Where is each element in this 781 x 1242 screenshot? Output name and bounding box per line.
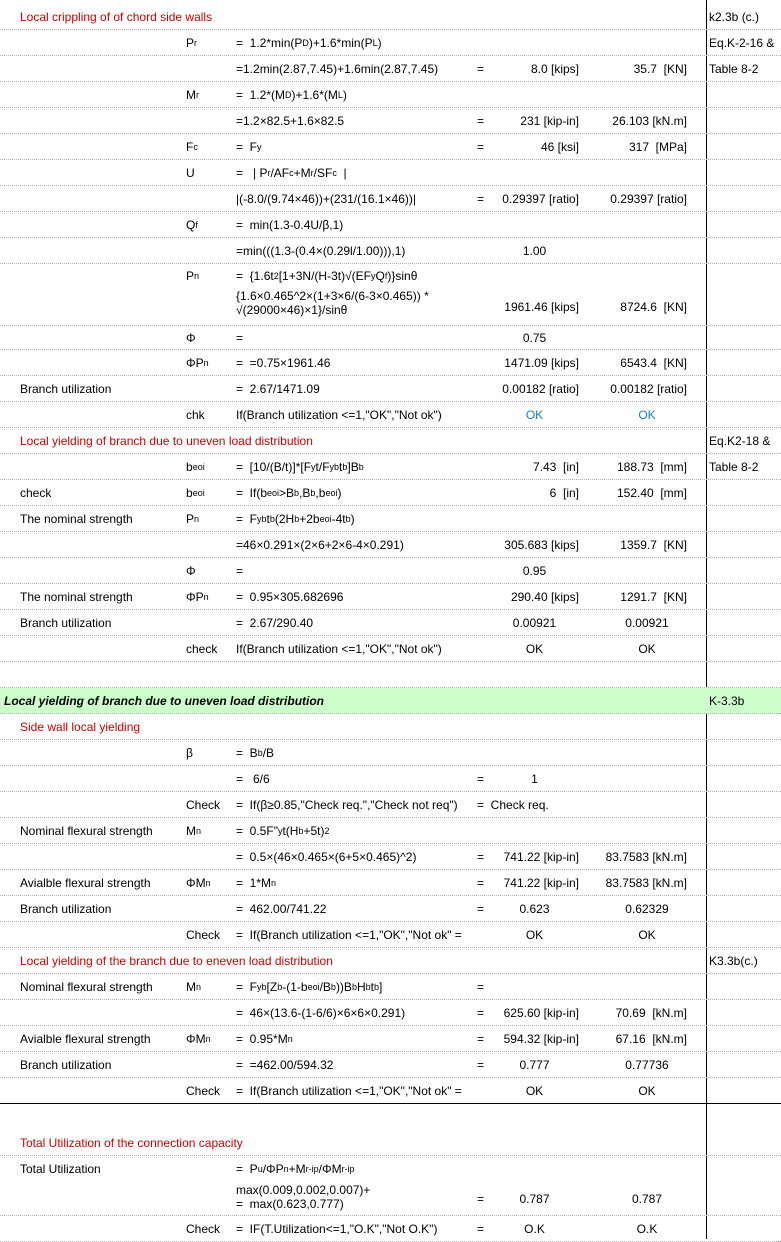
calc-row (0, 1052, 781, 1078)
expression: =min(((1.3-(0.4×(0.29l/1.00))),1) (236, 243, 406, 258)
row-label: Branch utilization (20, 901, 112, 916)
value-imperial: OK (525, 641, 544, 656)
value-imperial: O.K (524, 1221, 545, 1236)
calc-row (0, 264, 781, 288)
expression: = 0.5×(46×0.465×(6+5×0.465)^2) (236, 849, 417, 864)
code-reference: Table 8-2 (709, 61, 759, 76)
value-imperial: 290.40 [kips] (510, 589, 579, 604)
calc-row (0, 402, 781, 428)
calc-row (0, 506, 781, 532)
value-metric: 0.787 (631, 1191, 663, 1206)
value-imperial: 0.623 (519, 901, 550, 916)
value-metric: 83.7583 [kN.m] (605, 849, 687, 864)
value-metric: 6543.4 [KN] (620, 355, 687, 370)
equals-sign: = (477, 139, 485, 154)
equals-sign: = (477, 979, 485, 994)
value-metric: 1291.7 [KN] (620, 589, 687, 604)
equals-sign: = (477, 901, 485, 916)
calc-row (0, 740, 781, 766)
equals-sign: = (477, 1005, 485, 1020)
symbol: Check (186, 1083, 221, 1098)
value-imperial: 0.75 (522, 330, 547, 345)
value-imperial: 7.43 [in] (532, 459, 579, 474)
symbol: Q f (186, 217, 198, 232)
calc-row (0, 454, 781, 480)
calc-row (0, 1000, 781, 1026)
symbol: check (186, 641, 218, 656)
expression: = F yb t b (2H b +2b eoi -4t b ) (236, 511, 355, 526)
value-metric: 83.7583 [kN.m] (605, 875, 687, 890)
code-reference: Table 8-2 (709, 459, 759, 474)
symbol: Check (186, 797, 221, 812)
calc-row (0, 4, 781, 30)
expression: = =0.75×1961.46 (236, 355, 331, 370)
expression: = F yb [Z b -(1-b eoi /B b ))B b H b t b ] (236, 979, 383, 994)
value-metric: OK (638, 641, 656, 656)
equals-sign: = (477, 113, 485, 128)
symbol: β (186, 745, 193, 760)
expression: = If(β≥0.85,"Check req.","Check not req") (236, 797, 458, 812)
expression: = 2.67/1471.09 (236, 381, 320, 396)
symbol: Φ (186, 563, 196, 578)
expression: = 6/6 (236, 771, 270, 786)
calc-row (0, 792, 781, 818)
section-heading: Local yielding of branch due to uneven load distribution (4, 693, 325, 708)
symbol: P n (186, 511, 200, 526)
symbol: F c (186, 139, 198, 154)
expression: = P u /ΦP n +M r-ip /ΦM r-ip (236, 1162, 355, 1176)
symbol: P n (186, 269, 200, 283)
value-metric: 26.103 [kN.m] (612, 113, 687, 128)
calc-row (0, 1078, 781, 1104)
section-heading: Local yielding of the branch due to eneven load distribution (20, 953, 333, 968)
expression: = B b /B (236, 745, 275, 760)
section-heading: Side wall local yielding (20, 719, 141, 734)
expression: = 1*M n (236, 875, 277, 890)
calc-row (0, 82, 781, 108)
expression: max(0.009,0.002,0.007)+ = max(0.623,0.777) (236, 1183, 371, 1211)
equals-sign: = (477, 849, 485, 864)
row-label: The nominal strength (20, 511, 133, 526)
row-label: The nominal strength (20, 589, 133, 604)
equals-sign: = (477, 1031, 485, 1046)
calc-row (0, 818, 781, 844)
value-imperial: 0.95 (522, 563, 547, 578)
equals-sign: = (477, 1057, 485, 1072)
symbol: P r (186, 35, 198, 50)
expression: = (236, 330, 244, 345)
value-metric: 35.7 [KN] (633, 61, 687, 76)
calc-row (0, 288, 781, 326)
expression: = min(1.3-0.4U/β,1) (236, 217, 344, 232)
calc-row (0, 376, 781, 402)
expression: = 1.2*(M D )+1.6*(M L ) (236, 87, 347, 102)
row-label: Branch utilization (20, 615, 112, 630)
calc-row (0, 326, 781, 350)
value-imperial: OK (525, 927, 544, 942)
expression: If(Branch utilization <=1,"OK","Not ok") (236, 641, 442, 656)
value-imperial: 231 [kip-in] (520, 113, 579, 128)
value-metric: 0.00921 (625, 615, 669, 630)
value-imperial: = Check req. (477, 797, 549, 812)
row-label: Total Utilization (20, 1162, 101, 1176)
symbol: M n (186, 979, 202, 994)
value-imperial: 0.29397 [ratio] (502, 191, 579, 206)
calc-row (0, 1130, 781, 1156)
section-heading: Total Utilization of the connection capacity (20, 1135, 243, 1150)
expression: |(-8.0/(9.74×46))+(231/(16.1×46))| (236, 191, 416, 206)
calc-row (0, 108, 781, 134)
value-imperial: OK (525, 407, 544, 422)
value-imperial: 0.00921 (512, 615, 557, 630)
code-reference: K3.3b(c.) (709, 953, 758, 968)
expression: = (236, 563, 244, 578)
value-imperial: OK (525, 1083, 544, 1098)
calc-row (0, 688, 781, 714)
expression: = [10/(B/t)]*[F y t/F yb t b ]B b (236, 459, 364, 474)
value-imperial: 305.683 [kips] (504, 537, 579, 552)
calc-row (0, 584, 781, 610)
calc-row (0, 844, 781, 870)
value-metric: 70.69 [kN.m] (615, 1005, 687, 1020)
row-label: Avialble flexural strength (20, 875, 151, 890)
calc-row (0, 532, 781, 558)
expression: = 0.5F" y t(H b +5t) 2 (236, 823, 330, 838)
calc-row (0, 160, 781, 186)
equals-sign: = (477, 61, 485, 76)
calc-row (0, 186, 781, 212)
calc-row (0, 714, 781, 740)
value-metric: 0.77736 (625, 1057, 669, 1072)
value-metric: 317 [MPa] (628, 139, 687, 154)
calc-row (0, 1216, 781, 1242)
calc-row (0, 212, 781, 238)
value-imperial: 0.00182 [ratio] (502, 381, 579, 396)
value-metric: OK (638, 1083, 656, 1098)
expression: = IF(T.Utilization<=1,"O.K","Not O.K") (236, 1221, 438, 1236)
symbol: Check (186, 1221, 221, 1236)
expression: = If(Branch utilization <=1,"OK","Not ok" = (236, 1083, 462, 1098)
equals-sign: = (477, 1221, 485, 1236)
calc-row (0, 870, 781, 896)
row-label: Branch utilization (20, 1057, 112, 1072)
calc-row (0, 30, 781, 56)
code-reference: Eq.K-2-16 & (709, 35, 775, 50)
spacer-row (0, 662, 781, 688)
calc-row (0, 428, 781, 454)
value-imperial: 1471.09 [kips] (504, 355, 579, 370)
code-reference: K-3.3b (709, 693, 745, 708)
expression: = 46×(13.6-(1-6/6)×6×6×0.291) (236, 1005, 406, 1020)
symbol: M r (186, 87, 199, 102)
calc-row (0, 350, 781, 376)
symbol: Check (186, 927, 221, 942)
expression: = 462.00/741.22 (236, 901, 327, 916)
value-imperial: 1961.46 [kips] (504, 299, 579, 314)
calc-row (0, 238, 781, 264)
row-label: Nominal flexural strength (20, 979, 153, 994)
value-imperial: 0.787 (519, 1191, 550, 1206)
symbol: U (186, 165, 195, 180)
expression: = 0.95×305.682696 (236, 589, 344, 604)
expression: If(Branch utilization <=1,"OK","Not ok") (236, 407, 442, 422)
equals-sign: = (477, 771, 485, 786)
calc-row (0, 558, 781, 584)
value-metric: 1359.7 [KN] (620, 537, 687, 552)
expression: {1.6×0.465^2×(1+3×6/(6-3×0.465)) * √(29000×46)×1}/sinθ (236, 289, 429, 317)
expression: =1.2min(2.87,7.45)+1.6min(2.87,7.45) (236, 61, 439, 76)
calc-row (0, 480, 781, 506)
calc-row (0, 922, 781, 948)
value-metric: 0.29397 [ratio] (610, 191, 687, 206)
value-imperial: 741.22 [kip-in] (503, 875, 579, 890)
value-metric: 67.16 [kN.m] (615, 1031, 687, 1046)
symbol: ΦM n (186, 875, 211, 890)
code-reference: k2.3b (c.) (709, 9, 760, 24)
symbol: chk (186, 407, 205, 422)
calc-row (0, 610, 781, 636)
expression: = {1.6t 2 [1+3N/(H-3t)√(EF y Q f )}sinθ (236, 269, 418, 283)
value-imperial: 1.00 (522, 243, 547, 258)
value-metric: 188.73 [mm] (616, 459, 687, 474)
symbol: ΦM n (186, 1031, 211, 1046)
symbol: M n (186, 823, 202, 838)
expression: = 0.95*M n (236, 1031, 293, 1046)
symbol: Φ (186, 330, 196, 345)
expression: = 2.67/290.40 (236, 615, 314, 630)
calc-row (0, 766, 781, 792)
value-metric: 152.40 [mm] (616, 485, 687, 500)
expression: = F y (236, 139, 262, 154)
value-imperial: 625.60 [kip-in] (503, 1005, 579, 1020)
value-imperial: 1 (531, 771, 538, 786)
value-imperial: 8.0 [kips] (530, 61, 579, 76)
row-label: check (20, 485, 52, 500)
calc-row (0, 1156, 781, 1182)
calc-row (0, 974, 781, 1000)
calc-row (0, 948, 781, 974)
section-heading: Local crippling of of chord side walls (20, 9, 213, 24)
expression: = If(b eoi >B b ,B b ,b eoi ) (236, 485, 342, 500)
symbol: b eoi (186, 459, 205, 474)
equals-sign: = (477, 1191, 485, 1206)
row-label: Nominal flexural strength (20, 823, 153, 838)
row-label: Avialble flexural strength (20, 1031, 151, 1046)
expression: =46×0.291×(2×6+2×6-4×0.291) (236, 537, 404, 552)
value-metric: 0.00182 [ratio] (610, 381, 687, 396)
equals-sign: = (477, 191, 485, 206)
value-imperial: 594.32 [kip-in] (503, 1031, 579, 1046)
value-metric: 0.62329 (625, 901, 669, 916)
expression: = If(Branch utilization <=1,"OK","Not ok" = (236, 927, 462, 942)
calc-row (0, 56, 781, 82)
symbol: b eoi (186, 485, 205, 500)
calc-row (0, 134, 781, 160)
value-imperial: 0.777 (519, 1057, 550, 1072)
value-imperial: 6 [in] (549, 485, 579, 500)
section-heading: Local yielding of branch due to uneven load distribution (20, 433, 313, 448)
value-imperial: 741.22 [kip-in] (503, 849, 579, 864)
calc-row (0, 636, 781, 662)
value-metric: O.K (636, 1221, 658, 1236)
row-label: Branch utilization (20, 381, 112, 396)
symbol: ΦP n (186, 355, 209, 370)
code-reference: Eq.K2-18 & (709, 433, 771, 448)
calc-row (0, 1026, 781, 1052)
value-metric: OK (638, 407, 656, 422)
equals-sign: = (477, 875, 485, 890)
value-metric: 8724.6 [KN] (620, 299, 687, 314)
calc-row (0, 896, 781, 922)
calc-row (0, 1182, 781, 1216)
symbol: ΦP n (186, 589, 209, 604)
expression: =1.2×82.5+1.6×82.5 (236, 113, 345, 128)
expression: = | P r /AF c +M r /SF c | (236, 165, 347, 180)
spacer-row (0, 1104, 781, 1130)
expression: = 1.2*min(P D )+1.6*min(P L ) (236, 35, 382, 50)
value-imperial: 46 [ksi] (540, 139, 579, 154)
value-metric: OK (638, 927, 656, 942)
expression: = =462.00/594.32 (236, 1057, 334, 1072)
